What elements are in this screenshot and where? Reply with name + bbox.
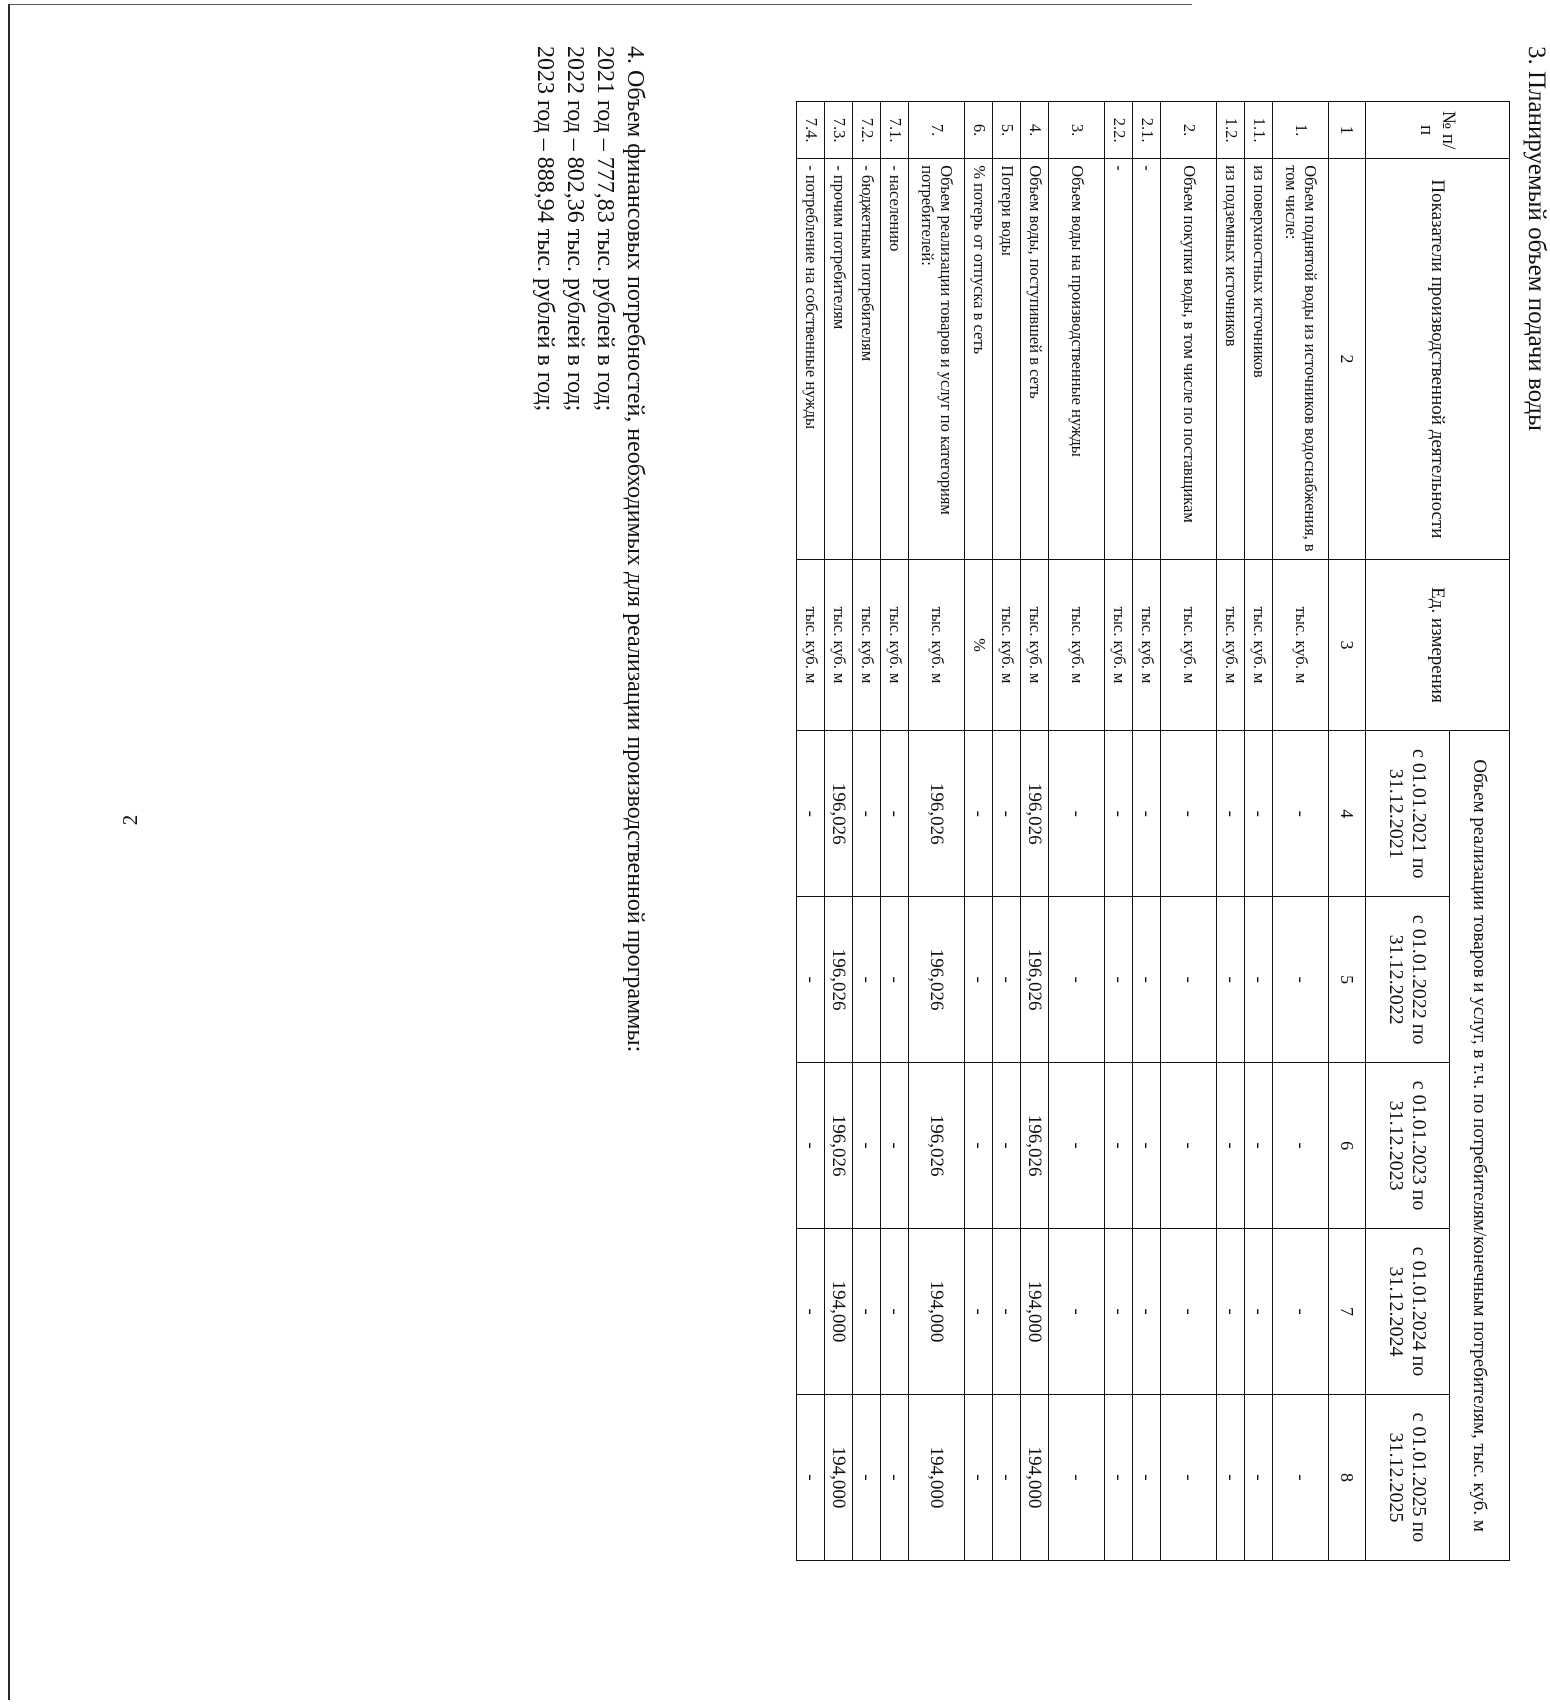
- finance-line: 2022 год – 802,36 тыс. рублей в год;: [562, 46, 588, 412]
- row-value: -: [965, 1394, 993, 1560]
- finance-line: 2023 год – 888,94 тыс. рублей в год;: [532, 46, 558, 412]
- row-value: 194,000: [1021, 1229, 1049, 1395]
- row-value: -: [797, 1394, 825, 1560]
- table-row: [1133, 102, 1161, 1561]
- row-value: -: [797, 731, 825, 897]
- row-value: -: [881, 897, 909, 1063]
- header-volume-group: Объем реализации товаров и услуг, в т.ч. по потребителям/конечным потребителям, тыс. куб. м: [1450, 731, 1510, 1561]
- row-value: -: [1273, 731, 1329, 897]
- row-value: -: [853, 1063, 881, 1229]
- table-row: [1105, 102, 1133, 1561]
- row-value: -: [797, 897, 825, 1063]
- table-row: [1273, 102, 1329, 1561]
- row-value: -: [1273, 1229, 1329, 1395]
- row-value: -: [1133, 1063, 1161, 1229]
- page-number: 2: [118, 814, 142, 826]
- row-unit: тыс. куб. м: [853, 559, 881, 731]
- row-value: -: [1161, 1229, 1217, 1395]
- header-period-1: с 01.01.2021 по 31.12.2021: [1366, 731, 1450, 897]
- rotated-document-content: [420, 46, 1550, 1576]
- row-label: Потери воды: [993, 159, 1021, 559]
- row-value: -: [1273, 1063, 1329, 1229]
- row-number: 7.: [909, 102, 965, 159]
- row-number: 7.2.: [853, 102, 881, 159]
- row-value: -: [1161, 897, 1217, 1063]
- row-number: 2.1.: [1133, 102, 1161, 159]
- header-period-4: с 01.01.2024 по 31.12.2024: [1366, 1229, 1450, 1395]
- row-number: 1.2.: [1217, 102, 1245, 159]
- row-number: 2.2.: [1105, 102, 1133, 159]
- table-row: [909, 102, 965, 1561]
- row-value: -: [1133, 731, 1161, 897]
- row-unit: тыс. куб. м: [1049, 559, 1105, 731]
- row-label: Объем воды на производственные нужды: [1049, 159, 1105, 559]
- row-value: -: [1245, 731, 1273, 897]
- row-label: Объем реализации товаров и услуг по категориям потребителей:: [909, 159, 965, 559]
- header-num: № п/п: [1366, 102, 1510, 159]
- row-number: 7.3.: [825, 102, 853, 159]
- row-value: -: [993, 1063, 1021, 1229]
- row-value: -: [853, 1229, 881, 1395]
- row-value: -: [1245, 1063, 1273, 1229]
- row-value: -: [1105, 731, 1133, 897]
- water-supply-table: [796, 101, 1510, 1561]
- row-unit: тыс. куб. м: [1021, 559, 1049, 731]
- row-value: -: [1245, 1394, 1273, 1560]
- row-value: -: [1105, 1063, 1133, 1229]
- row-value: -: [1245, 1229, 1273, 1395]
- table-row: [965, 102, 993, 1561]
- row-number: 3.: [1049, 102, 1105, 159]
- header-period-5: с 01.01.2025 по 31.12.2025: [1366, 1394, 1450, 1560]
- row-value: 194,000: [825, 1229, 853, 1395]
- row-value: 196,026: [825, 731, 853, 897]
- row-value: -: [1217, 1229, 1245, 1395]
- row-value: -: [853, 897, 881, 1063]
- row-value: -: [1133, 1394, 1161, 1560]
- row-value: -: [853, 731, 881, 897]
- table-row: [1021, 102, 1049, 1561]
- table-row: [1245, 102, 1273, 1561]
- header-indicator: Показатели производственной деятельности: [1366, 159, 1510, 559]
- row-value: -: [965, 1063, 993, 1229]
- row-value: -: [993, 731, 1021, 897]
- row-unit: тыс. куб. м: [1105, 559, 1133, 731]
- table-row: [881, 102, 909, 1561]
- row-value: 196,026: [1021, 731, 1049, 897]
- finance-line: 2021 год – 777,83 тыс. рублей в год;: [592, 46, 618, 412]
- table-row: [1217, 102, 1245, 1561]
- row-value: -: [1049, 897, 1105, 1063]
- row-value: -: [993, 897, 1021, 1063]
- row-value: -: [1217, 1063, 1245, 1229]
- row-number: 6.: [965, 102, 993, 159]
- header-period-3: с 01.01.2023 по 31.12.2023: [1366, 1063, 1450, 1229]
- row-number: 7.1.: [881, 102, 909, 159]
- row-value: -: [853, 1394, 881, 1560]
- row-number: 1.: [1273, 102, 1329, 159]
- row-value: -: [993, 1229, 1021, 1395]
- row-value: -: [1217, 897, 1245, 1063]
- row-unit: %: [965, 559, 993, 731]
- row-value: 196,026: [909, 731, 965, 897]
- row-value: -: [1133, 897, 1161, 1063]
- table-body: [797, 102, 1366, 1561]
- row-label: - населению: [881, 159, 909, 559]
- row-label: -: [1105, 159, 1133, 559]
- section-4-block: [530, 46, 650, 1246]
- row-unit: тыс. куб. м: [825, 559, 853, 731]
- row-value: 196,026: [825, 1063, 853, 1229]
- section-3-title: 3. Планируемый объем подачи воды: [1523, 46, 1550, 431]
- row-number: 4.: [1021, 102, 1049, 159]
- row-value: -: [881, 1394, 909, 1560]
- row-value: -: [797, 1063, 825, 1229]
- row-label: из подземных источников: [1217, 159, 1245, 559]
- row-value: -: [1049, 1063, 1105, 1229]
- row-value: -: [965, 1229, 993, 1395]
- row-value: -: [1217, 1394, 1245, 1560]
- row-label: % потерь от отпуска в сеть: [965, 159, 993, 559]
- row-value: -: [1217, 731, 1245, 897]
- row-value: -: [1049, 1229, 1105, 1395]
- table-row: [853, 102, 881, 1561]
- row-value: 196,026: [825, 897, 853, 1063]
- row-value: -: [1049, 731, 1105, 897]
- column-number: 2: [1329, 159, 1366, 559]
- row-value: -: [1273, 897, 1329, 1063]
- row-label: Объем покупки воды, в том числе по поставщикам: [1161, 159, 1217, 559]
- row-label: из поверхностных источников: [1245, 159, 1273, 559]
- row-label: - прочим потребителям: [825, 159, 853, 559]
- row-label: -: [1133, 159, 1161, 559]
- row-unit: тыс. куб. м: [1133, 559, 1161, 731]
- row-value: -: [1273, 1394, 1329, 1560]
- column-number: 1: [1329, 102, 1366, 159]
- table-row: [1161, 102, 1217, 1561]
- row-value: 196,026: [909, 1063, 965, 1229]
- row-number: 7.4.: [797, 102, 825, 159]
- row-number: 1.1.: [1245, 102, 1273, 159]
- row-unit: тыс. куб. м: [881, 559, 909, 731]
- section-3-heading-wrap: [1522, 46, 1550, 431]
- row-value: -: [1049, 1394, 1105, 1560]
- row-number: 2.: [1161, 102, 1217, 159]
- row-unit: тыс. куб. м: [797, 559, 825, 731]
- row-label: Объем поднятой воды из источников водоснабжения, в том числе:: [1273, 159, 1329, 559]
- row-unit: тыс. куб. м: [1273, 559, 1329, 731]
- row-unit: тыс. куб. м: [993, 559, 1021, 731]
- column-number: 7: [1329, 1229, 1366, 1395]
- row-value: -: [1161, 1063, 1217, 1229]
- row-value: -: [993, 1394, 1021, 1560]
- column-number: 5: [1329, 897, 1366, 1063]
- row-value: 194,000: [909, 1394, 965, 1560]
- finance-lines: [530, 46, 620, 1246]
- row-unit: тыс. куб. м: [909, 559, 965, 731]
- row-label: - бюджетным потребителям: [853, 159, 881, 559]
- table-row: [1049, 102, 1105, 1561]
- row-value: -: [1105, 1394, 1133, 1560]
- row-value: -: [797, 1229, 825, 1395]
- row-value: 196,026: [909, 897, 965, 1063]
- header-unit: Ед. измерения: [1366, 559, 1510, 731]
- row-value: -: [1245, 897, 1273, 1063]
- column-number: 8: [1329, 1394, 1366, 1560]
- row-label: Объем воды, поступившей в сеть: [1021, 159, 1049, 559]
- row-value: -: [1105, 1229, 1133, 1395]
- column-number: 6: [1329, 1063, 1366, 1229]
- row-value: 196,026: [1021, 897, 1049, 1063]
- row-number: 5.: [993, 102, 1021, 159]
- row-value: -: [1105, 897, 1133, 1063]
- row-value: 194,000: [825, 1394, 853, 1560]
- row-value: -: [965, 897, 993, 1063]
- row-unit: тыс. куб. м: [1161, 559, 1217, 731]
- row-value: -: [1161, 731, 1217, 897]
- row-unit: тыс. куб. м: [1217, 559, 1245, 731]
- table-row: [993, 102, 1021, 1561]
- row-value: 194,000: [1021, 1394, 1049, 1560]
- section-4-title: 4. Объем финансовых потребностей, необходимых для реализации производственной программы:: [622, 46, 648, 1053]
- row-value: -: [1133, 1229, 1161, 1395]
- row-label: - потребление на собственные нужды: [797, 159, 825, 559]
- header-period-2: с 01.01.2022 по 31.12.2022: [1366, 897, 1450, 1063]
- column-number: 4: [1329, 731, 1366, 897]
- table-row: [797, 102, 825, 1561]
- row-value: -: [881, 1063, 909, 1229]
- column-number: 3: [1329, 559, 1366, 731]
- row-value: -: [1161, 1394, 1217, 1560]
- table-row: [825, 102, 853, 1561]
- row-value: -: [881, 1229, 909, 1395]
- row-value: 194,000: [909, 1229, 965, 1395]
- row-value: -: [965, 731, 993, 897]
- row-unit: тыс. куб. м: [1245, 559, 1273, 731]
- column-number-row: [1329, 102, 1366, 1561]
- row-value: 196,026: [1021, 1063, 1049, 1229]
- row-value: -: [881, 731, 909, 897]
